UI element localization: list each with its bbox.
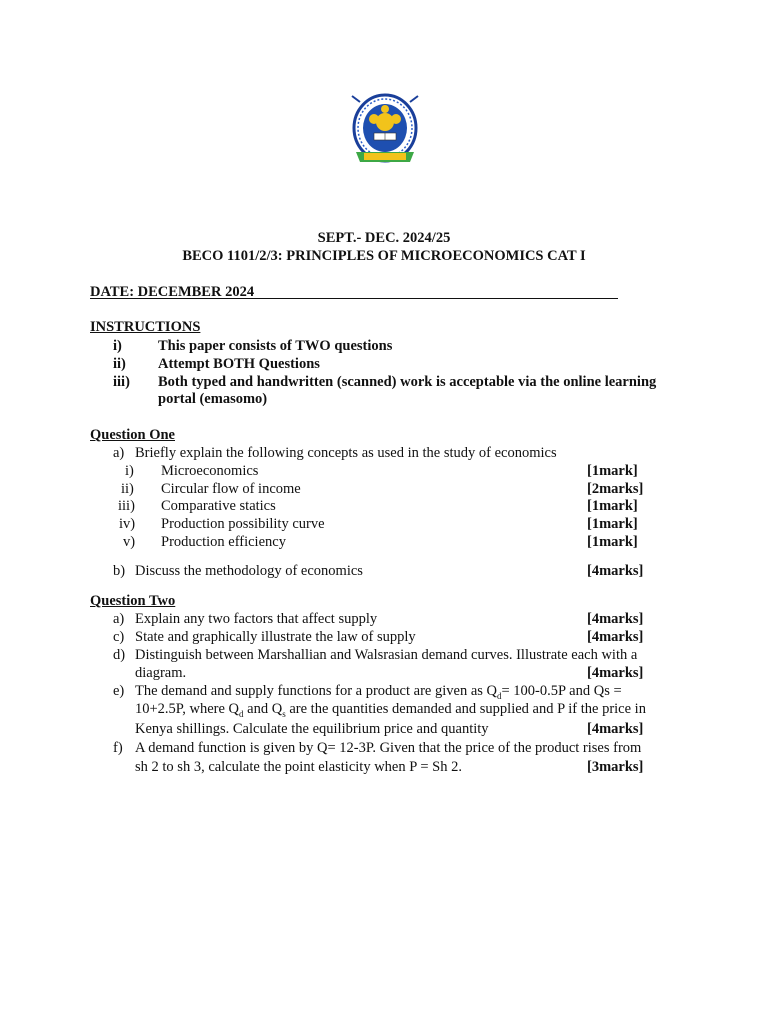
- instruction-text: Both typed and handwritten (scanned) work is acceptable via the online learning: [158, 374, 657, 390]
- instruction-text-continued: portal (emasomo): [158, 391, 268, 407]
- q2-e-text: The demand and supply functions for a product are given as Q: [135, 683, 497, 699]
- q2-c-marks: [4marks]: [587, 629, 644, 645]
- instruction-num: i): [113, 338, 122, 354]
- q1-sub-marks: [2marks]: [587, 481, 644, 497]
- q2-e-text: are the quantities demanded and supplied and P if the price in: [285, 701, 646, 717]
- q1-sub-text: Production possibility curve: [161, 516, 325, 532]
- q1-b-label: b): [113, 563, 126, 579]
- subscript-d: d: [239, 708, 244, 719]
- q1-a-label: a): [113, 445, 125, 461]
- q2-f-label: f): [113, 740, 123, 756]
- q1-sub-num: iii): [118, 498, 135, 514]
- q2-f-marks: [3marks]: [587, 759, 644, 775]
- q1-sub-num: i): [125, 463, 134, 479]
- q1-sub-num: v): [123, 534, 136, 550]
- q1-sub-text: Comparative statics: [161, 498, 276, 514]
- q2-c-label: c): [113, 629, 125, 645]
- instruction-num: ii): [113, 356, 126, 372]
- q2-e-text: 10+2.5P, where Q: [135, 701, 240, 717]
- date-underline: [90, 298, 618, 299]
- q2-e-label: e): [113, 683, 125, 699]
- subscript-s: s: [282, 708, 286, 719]
- q1-sub-text: Microeconomics: [161, 463, 259, 479]
- exam-session: SEPT.- DEC. 2024/25: [317, 230, 451, 246]
- q2-f-text: A demand function is given by Q= 12-3P. Given that the price of the product rises from: [135, 740, 642, 756]
- question-one-title: Question One: [90, 427, 175, 443]
- subscript-d: d: [497, 690, 502, 701]
- q2-a-marks: [4marks]: [587, 611, 644, 627]
- q2-c-text: State and graphically illustrate the law of supply: [135, 629, 416, 645]
- q1-sub-text: Circular flow of income: [161, 481, 301, 497]
- q1-sub-marks: [1mark]: [587, 463, 638, 479]
- q1-a-text: Briefly explain the following concepts as used in the study of economics: [135, 445, 557, 461]
- exam-date: DATE: DECEMBER 2024: [90, 284, 255, 300]
- q2-e-text: = 100-0.5P and Qs =: [501, 683, 622, 699]
- q2-d-label: d): [113, 647, 126, 663]
- q1-sub-marks: [1mark]: [587, 516, 638, 532]
- q1-sub-text: Production efficiency: [161, 534, 286, 550]
- q1-sub-num: iv): [119, 516, 136, 532]
- instruction-text: Attempt BOTH Questions: [158, 356, 320, 372]
- q1-b-marks: [4marks]: [587, 563, 644, 579]
- instruction-text: This paper consists of TWO questions: [158, 338, 393, 354]
- q1-b-text: Discuss the methodology of economics: [135, 563, 363, 579]
- q2-d-marks: [4marks]: [587, 665, 644, 681]
- q2-e-text: and Q: [243, 701, 283, 717]
- course-title: BECO 1101/2/3: PRINCIPLES OF MICROECONOMICS CAT I: [182, 248, 586, 264]
- university-logo: [350, 92, 420, 170]
- q2-a-label: a): [113, 611, 125, 627]
- q2-a-text: Explain any two factors that affect supply: [135, 611, 378, 627]
- q1-sub-num: ii): [121, 481, 134, 497]
- instruction-num: iii): [113, 374, 130, 390]
- instructions-title: INSTRUCTIONS: [90, 319, 201, 335]
- q2-d-text: Distinguish between Marshallian and Walsrasian demand curves. Illustrate each with a: [135, 647, 638, 663]
- q2-d-text-continued: diagram.: [135, 665, 187, 681]
- q2-e-line3: Kenya shillings. Calculate the equilibrium price and quantity: [135, 721, 489, 737]
- q1-sub-marks: [1mark]: [587, 534, 638, 550]
- question-two-title: Question Two: [90, 593, 176, 609]
- q2-e-marks: [4marks]: [587, 721, 644, 737]
- q1-sub-marks: [1mark]: [587, 498, 638, 514]
- q2-f-text-continued: sh 2 to sh 3, calculate the point elasticity when P = Sh 2.: [135, 759, 462, 775]
